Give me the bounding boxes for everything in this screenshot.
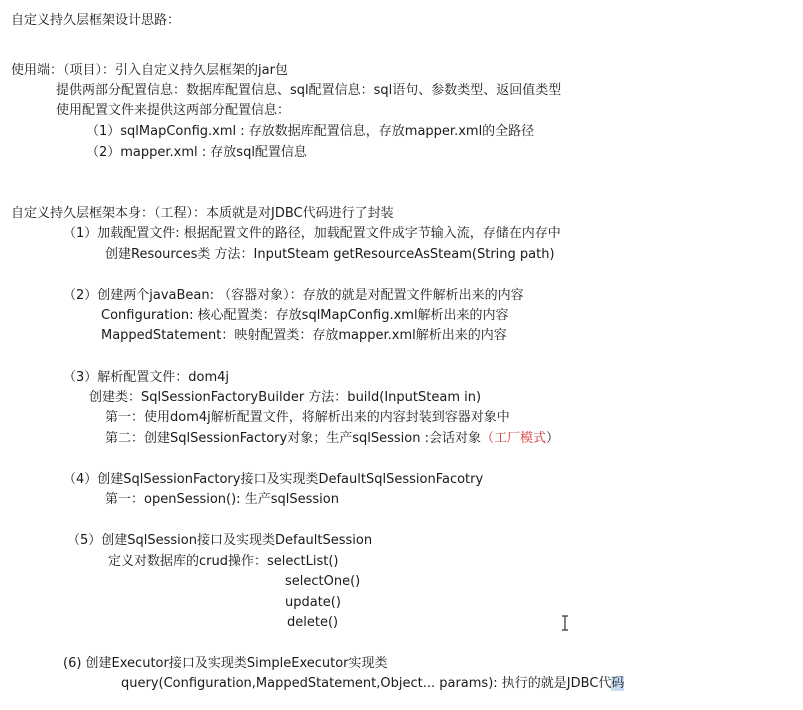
client-provide-text: 提供两部分配置信息：数据库配置信息、sql配置信息：sql语句、参数类型、返回值类型: [56, 83, 562, 98]
step-6-line-1: [121, 675, 624, 693]
step-3-title: （3）解析配置文件：dom4j: [63, 370, 230, 385]
step-1-title: （1）加载配置文件: 根据配置文件的路径，加载配置文件成字节输入流，存储在内存中: [63, 226, 561, 241]
client-use-config-text: 使用配置文件来提供这两部分配置信息：: [56, 103, 291, 118]
step-2-line-2: MappedStatement：映射配置类：存放mapper.xml解析出来的内容: [101, 328, 507, 343]
closing-paren: ）: [545, 431, 559, 446]
crud-op-select-one: selectOne(): [285, 574, 361, 589]
step-3-line-2: 第一：使用dom4j解析配置文件，将解析出来的内容封装到容器对象中: [105, 410, 510, 425]
step-2-line-1: Configuration: 核心配置类：存放sqlMapConfig.xml解析出来的内容: [101, 308, 509, 323]
step-1-line-1: 创建Resources类 方法：InputSteam getResourceAsSteam(String path): [105, 247, 555, 262]
step-6-line-1-text: query(Configuration,MappedStatement,Object... params): 执行的就是JDBC代: [121, 676, 612, 691]
step-4-title: （4）创建SqlSessionFactory接口及实现类DefaultSqlSessionFacotry: [63, 472, 484, 487]
step-2-title: （2）创建两个javaBean: （容器对象）：存放的就是对配置文件解析出来的内容: [63, 288, 524, 303]
selected-text[interactable]: 码: [611, 676, 625, 691]
step-5-line-1: 定义对数据库的crud操作：selectList(): [108, 554, 339, 569]
crud-op-update: update(): [285, 595, 341, 610]
step-3-line-3: [105, 430, 559, 448]
client-item-1: （1）sqlMapConfig.xml : 存放数据库配置信息，存放mapper.xml的全路径: [86, 124, 535, 139]
crud-op-delete: delete(): [287, 615, 339, 630]
step-6-title: (6) 创建Executor接口及实现类SimpleExecutor实现类: [63, 656, 388, 671]
step-5-title: （5）创建SqlSession接口及实现类DefaultSession: [67, 533, 373, 548]
framework-heading: 自定义持久层框架本身：（工程）：本质就是对JDBC代码进行了封装: [11, 206, 394, 221]
text-cursor-icon: [561, 615, 569, 631]
client-heading: 使用端：（项目）：引入自定义持久层框架的jar包: [11, 63, 288, 78]
page-title: 自定义持久层框架设计思路：: [11, 13, 181, 28]
step-3-line-3-text: 第二：创建SqlSessionFactory对象；生产sqlSession :会话对象: [105, 431, 481, 446]
client-item-2: （2）mapper.xml : 存放sql配置信息: [86, 145, 307, 160]
step-3-line-1: 创建类：SqlSessionFactoryBuilder 方法：build(InputSteam in): [89, 390, 482, 405]
factory-pattern-note: （工厂模式: [480, 431, 546, 446]
step-4-line-1: 第一：openSession(): 生产sqlSession: [105, 492, 339, 507]
